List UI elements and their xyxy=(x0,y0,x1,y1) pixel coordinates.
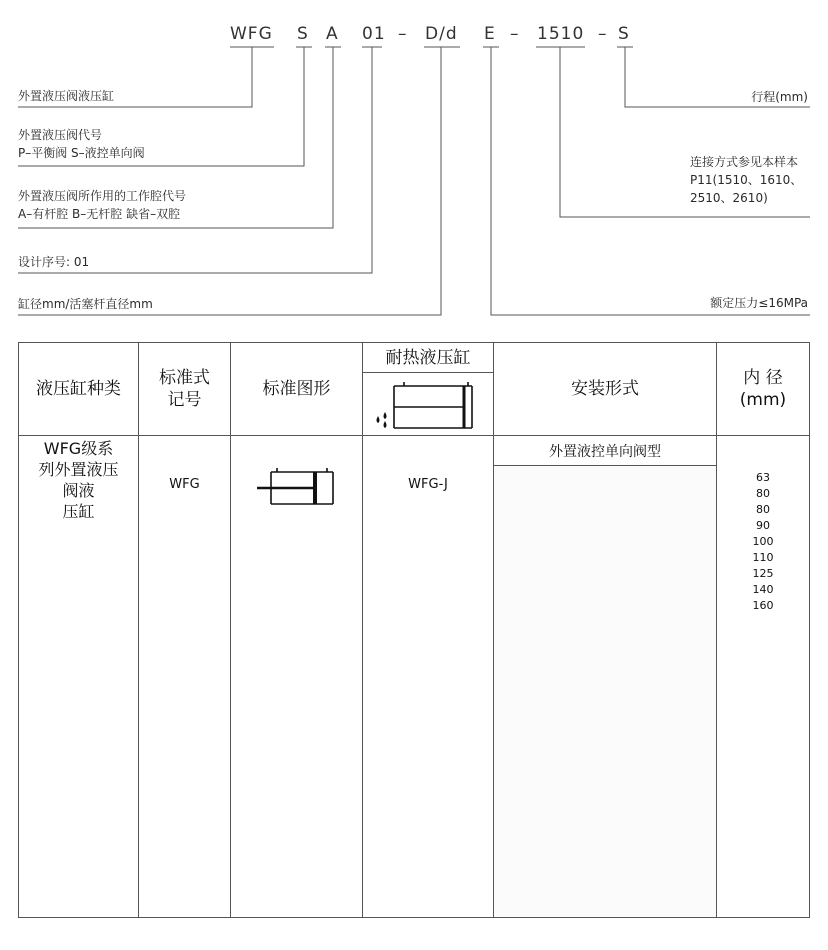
code-stroke-s: S xyxy=(618,24,630,44)
row-standard-symbol: WFG xyxy=(169,476,200,492)
code-dash-3: – xyxy=(598,24,608,44)
header-cylinder-type: 液压缸种类 xyxy=(36,379,121,399)
bore-value: 80 xyxy=(756,487,770,500)
legend-label-rated-pressure: 额定压力≤16MPa xyxy=(710,296,808,310)
code-01: 01 xyxy=(362,24,386,44)
bore-value: 125 xyxy=(752,567,774,580)
code-s: S xyxy=(297,24,309,44)
code-e: E xyxy=(484,24,496,44)
heat-resistant-symbol xyxy=(363,373,493,435)
bore-value: 80 xyxy=(756,503,770,516)
code-a: A xyxy=(326,24,339,44)
legend-label-bore-rod-diameter: 缸径mm/活塞杆直径mm xyxy=(18,297,153,311)
bore-value: 140 xyxy=(752,583,774,596)
legend-label-design-serial: 设计序号: 01 xyxy=(18,255,90,269)
legend-label-stroke: 行程(mm) xyxy=(751,90,808,104)
bore-value: 100 xyxy=(752,535,774,548)
mount-image-area xyxy=(494,466,716,917)
code-dash-1: – xyxy=(398,24,408,44)
code-bore-rod: D/d xyxy=(425,24,458,44)
row-standard-figure xyxy=(231,462,362,510)
row-cylinder-type: WFG级系 列外置液压 阀液 压缸 xyxy=(38,439,119,521)
legend-label-external-valve-cylinder: 外置液压阀液压缸 xyxy=(18,89,115,103)
heat-cylinder-icon xyxy=(368,376,488,432)
cylinder-figure-icon xyxy=(255,464,339,508)
header-heat-resistant: 耐热液压缸 xyxy=(385,347,471,368)
table-border-bottom xyxy=(18,917,810,918)
header-bore: 内 径 (mm) xyxy=(739,368,787,410)
bore-list xyxy=(717,470,809,620)
mount-external-check-valve: 外置液控单向阀型 xyxy=(549,443,661,460)
row-heat-resistant-symbol: WFG-J xyxy=(408,476,448,492)
header-standard-symbol: 标准式 记号 xyxy=(159,368,210,410)
header-standard-figure: 标准图形 xyxy=(262,379,331,399)
model-code-legend xyxy=(0,0,828,330)
legend-label-connection: 连接方式参见本样本 P11(1510、1610、 2510、2610) xyxy=(690,155,803,205)
bore-value: 63 xyxy=(756,471,770,484)
spec-table xyxy=(18,342,810,918)
legend-label-chamber-code: 外置液压阀所作用的工作腔代号 A–有杆腔 B–无杆腔 缺省–双腔 xyxy=(18,189,187,221)
bore-value: 160 xyxy=(752,599,774,612)
header-mounting-type: 安装形式 xyxy=(571,379,639,399)
bore-value: 110 xyxy=(752,551,774,564)
code-1510: 1510 xyxy=(537,24,585,44)
bore-value: 90 xyxy=(756,519,770,532)
table-border-right xyxy=(809,342,810,918)
legend-label-valve-code: 外置液压阀代号 P–平衡阀 S–液控单向阀 xyxy=(18,128,145,160)
code-wfg: WFG xyxy=(230,24,273,44)
code-dash-2: – xyxy=(510,24,520,44)
